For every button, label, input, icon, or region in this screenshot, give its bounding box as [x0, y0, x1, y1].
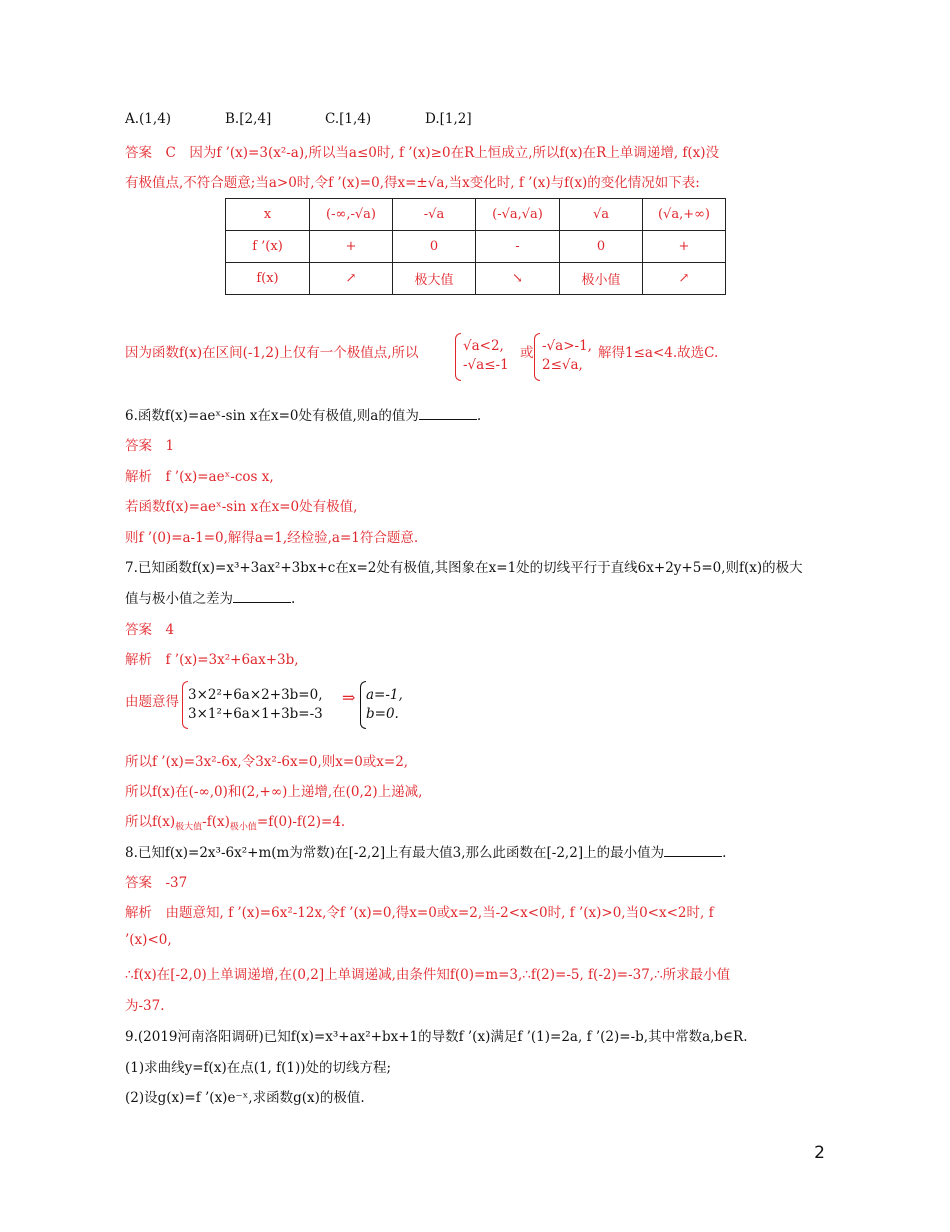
q8-question-text: 8.已知f(x)=2x³-6x²+m(m为常数)在[-2,2]上有最大值3,那么此函数在[-2,2]上的最小值为	[125, 845, 665, 861]
option-c: C.[1,4)	[325, 111, 372, 127]
sol4-sub-max: 极大值	[175, 822, 203, 833]
implies-arrow: ⇒	[342, 688, 356, 707]
q7-result	[366, 686, 403, 724]
table-cell: (√a,+∞)	[643, 199, 726, 231]
table-cell: ↘	[476, 263, 560, 295]
table-cell: f(x)	[226, 263, 310, 295]
table-cell: 0	[560, 231, 643, 263]
q6-question-text: 6.函数f(x)=aeˣ-sin x在x=0处有极值,则a的值为	[125, 408, 419, 424]
q8-solution-3: ∴f(x)在[-2,0)上单调递增,在(0,2]上单调递减,由条件知f(0)=m=3,∴f(2)=-5, f(-2)=-37,∴所求最小值	[125, 967, 731, 983]
table-cell: ↗	[643, 263, 726, 295]
system-2-eq1: -√a>-1,	[542, 338, 592, 354]
system-1	[463, 337, 509, 375]
system-2-eq2: 2≤√a,	[542, 357, 583, 373]
q5-conclusion-post: 解得1≤a<4.故选C.	[598, 345, 719, 361]
system-1-eq2: -√a≤-1	[463, 357, 509, 373]
table-cell: +	[310, 231, 393, 263]
q9-line3: (2)设g(x)=f ’(x)e⁻ˣ,求函数g(x)的极值.	[125, 1090, 365, 1106]
q8-answer: 答案 -37	[125, 875, 188, 891]
table-cell: +	[643, 231, 726, 263]
system-1-eq1: √a<2,	[463, 338, 504, 354]
variation-table	[225, 198, 726, 295]
q8-solution-4: 为-37.	[125, 998, 165, 1014]
table-row	[226, 199, 726, 231]
page-number: 2	[814, 1143, 825, 1163]
table-cell: 0	[393, 231, 476, 263]
table-cell: -	[476, 231, 560, 263]
q7-question-line1: 7.已知函数f(x)=x³+3ax²+3bx+c在x=2处有极值,其图象在x=1处的切线平行于直线6x+2y+5=0,则f(x)的极大	[125, 560, 803, 576]
q5-answer-line1: 答案 C 因为f ’(x)=3(x²-a),所以当a≤0时, f ’(x)≥0在R上恒成立,所以f(x)在R上单调递增, f(x)没	[125, 145, 720, 161]
q7-solution-4	[125, 810, 345, 833]
sol4-sub-min: 极小值	[229, 822, 257, 833]
table-cell: (-√a,√a)	[476, 199, 560, 231]
q7-answer: 答案 4	[125, 622, 175, 638]
option-b: B.[2,4]	[225, 111, 272, 127]
q9-line1: 9.(2019河南洛阳调研)已知f(x)=x³+ax²+bx+1的导数f ’(x)满足f ’(1)=2a, f ’(2)=-b,其中常数a,b∈R.	[125, 1029, 748, 1045]
q6-solution-3: 则f ’(0)=a-1=0,解得a=1,经检验,a=1符合题意.	[125, 530, 419, 546]
table-cell: -√a	[393, 199, 476, 231]
q6-answer: 答案 1	[125, 438, 175, 454]
answer-blank	[233, 590, 291, 603]
option-a: A.(1,4)	[125, 111, 172, 127]
option-d: D.[1,2]	[425, 111, 472, 127]
system-2	[542, 337, 592, 375]
q7-solution-3: 所以f(x)在(-∞,0)和(2,+∞)上递增,在(0,2)上递减,	[125, 784, 423, 800]
table-cell: 极大值	[393, 263, 476, 295]
q7-question-text: 值与极小值之差为	[125, 591, 233, 607]
table-cell: x	[226, 199, 310, 231]
q7-result-b: b=0.	[366, 706, 399, 722]
q7-system	[188, 686, 323, 724]
q5-or: 或	[520, 345, 534, 361]
q7-solution-2: 所以f ’(x)=3x²-6x,令3x²-6x=0,则x=0或x=2,	[125, 754, 409, 770]
q9-line2: (1)求曲线y=f(x)在点(1, f(1))处的切线方程;	[125, 1060, 392, 1076]
q5-conclusion-pre: 因为函数f(x)在区间(-1,2)上仅有一个极值点,所以	[125, 345, 419, 361]
table-cell: ↗	[310, 263, 393, 295]
answer-blank	[419, 407, 477, 420]
left-brace	[534, 333, 540, 381]
table-cell: √a	[560, 199, 643, 231]
q7-solution-1: 解析 f ’(x)=3x²+6ax+3b,	[125, 652, 299, 668]
q8-solution-1: 解析 由题意知, f ’(x)=6x²-12x,令f ’(x)=0,得x=0或x=2,当-2<x<0时, f ’(x)>0,当0<x<2时, f	[125, 905, 714, 921]
table-row	[226, 263, 726, 295]
left-brace	[455, 333, 461, 381]
sol4-pre: 所以f(x)	[125, 814, 176, 830]
q8-question: 8.已知f(x)=2x³-6x²+m(m为常数)在[-2,2]上有最大值3,那么此函数在[-2,2]上的最小值为 .	[125, 845, 727, 861]
q6-solution-2: 若函数f(x)=aeˣ-sin x在x=0处有极值,	[125, 499, 358, 515]
q8-solution-2: ’(x)<0,	[125, 932, 172, 948]
table-cell: (-∞,-√a)	[310, 199, 393, 231]
sol4-post: =f(0)-f(2)=4.	[256, 814, 346, 830]
q5-answer-line2: 有极值点,不符合题意;当a>0时,令f ’(x)=0,得x=±√a,当x变化时, f ’(x)与f(x)的变化情况如下表:	[125, 175, 700, 191]
sol4-mid: -f(x)	[202, 814, 230, 830]
q7-system-eq2: 3×1²+6a×1+3b=-3	[188, 706, 323, 722]
options-row	[125, 111, 472, 127]
q7-result-a: a=-1,	[366, 687, 403, 703]
q7-system-eq1: 3×2²+6a×2+3b=0,	[188, 687, 323, 703]
q7-question-line2: 值与极小值之差为 .	[125, 591, 296, 607]
table-cell: f ’(x)	[226, 231, 310, 263]
answer-blank	[664, 844, 722, 857]
table-cell: 极小值	[560, 263, 643, 295]
q6-solution-1: 解析 f ’(x)=aeˣ-cos x,	[125, 469, 274, 485]
q6-question: 6.函数f(x)=aeˣ-sin x在x=0处有极值,则a的值为 .	[125, 408, 482, 424]
q7-system-pre: 由题意得	[125, 694, 179, 710]
table-row	[226, 231, 726, 263]
